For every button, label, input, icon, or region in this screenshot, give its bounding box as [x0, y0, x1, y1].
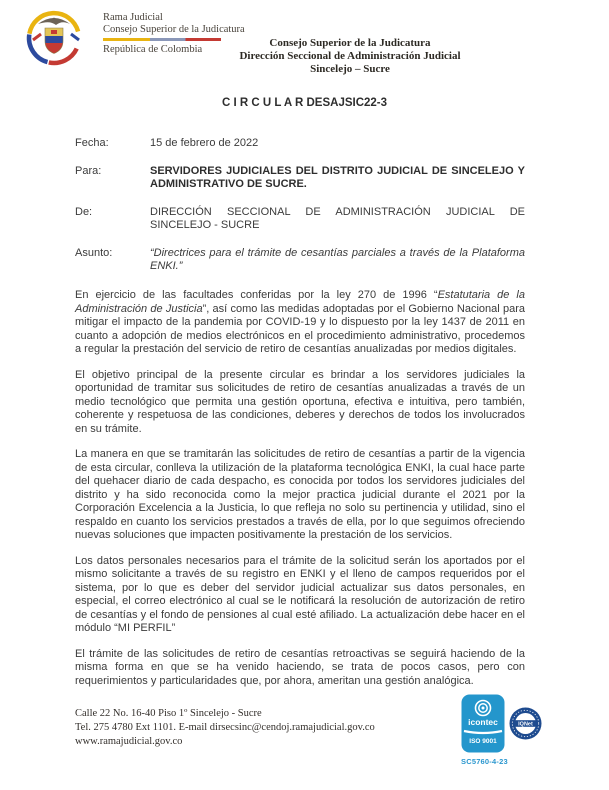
- paragraph-4: Los datos personales necesarios para el trámite de la solicitud serán los aportados por el mismo solicitante a través de su registro en ENKI y el lleno de campos requeridos por el sistema, por lo que es deber del servidor judicial actualizar sus datos personales, en especial, el correo electrónico al cual se le notificará la resolución de autorización de retiro de cesantías y el fondo de pensiones al cual esté afiliado. La actualización debe hacer en el módulo “MI PERFIL”: [75, 554, 525, 634]
- field-label: De:: [75, 205, 93, 218]
- iqnet-seal-icon: [509, 707, 542, 740]
- field-asunto: [75, 247, 525, 274]
- footer-address: Calle 22 No. 16-40 Piso 1º Sincelejo - Sucre: [75, 708, 262, 719]
- field-label: Para:: [75, 164, 102, 177]
- field-value: SERVIDORES JUDICIALES DEL DISTRITO JUDICIAL DE SINCELEJO Y ADMINISTRATIVO DE SUCRE.: [150, 164, 525, 190]
- field-para: [75, 165, 525, 192]
- footer-phone-email: Tel. 275 4780 Ext 1101. E-mail dirsecsinc@cendoj.ramajudicial.gov.co: [75, 722, 375, 733]
- coat-of-arms-icon: [24, 9, 88, 67]
- field-label: Fecha:: [75, 137, 109, 149]
- letterhead: [190, 37, 510, 76]
- letterhead-line-2: Dirección Seccional de Administración Judicial: [239, 50, 461, 62]
- field-value: 15 de febrero de 2022: [150, 137, 259, 149]
- metadata-block: [75, 137, 525, 288]
- logo-line-rama-judicial: Rama Judicial: [103, 12, 163, 23]
- field-label: Asunto:: [75, 246, 113, 259]
- iso-9001-label: ISO 9001: [469, 738, 497, 745]
- certification-code: SC5760-4-23: [461, 757, 508, 766]
- paragraph-5: El trámite de las solicitudes de retiro de cesantías retroactivas se seguirá haciendo de la misma forma en que se ha venido haciendo, se trata de pocos casos, pero con requerimientos y particularidades que, por ahora, ameritan una gestión analógica.: [75, 647, 525, 687]
- logo-line-consejo: Consejo Superior de la Judicatura: [103, 24, 245, 35]
- letterhead-line-3: Sincelejo – Sucre: [310, 63, 390, 75]
- footer-website: www.ramajudicial.gov.co: [75, 736, 183, 747]
- footer-contact: [75, 707, 375, 749]
- paragraph-1: En ejercicio de las facultades conferidas por la ley 270 de 1996 “Estatutaria de la Administración de Justicia”, así como las medidas adoptadas por el Gobierno Nacional para mitigar el impacto de la pandemia por COVID-19 y lo dispuesto por la ley 1437 de 2011 en cuanto a adopción de medios electrónicos en el procedimiento administrativo, procedemos a regular la prestación del servicio de retiro de cesantías anualizadas por medios digitales.: [75, 289, 525, 355]
- paragraph-2: El objetivo principal de la presente circular es brindar a los servidores judiciales la oportunidad de tramitar sus solicitudes de retiro de cesantías anualizadas a través de un medio tecnológico que permita una gestión oportuna, efectiva e intuitiva, pero también, coherente y respetuosa de las condiciones, deberes y derechos de todos los involucrados en su trámite.: [75, 368, 525, 435]
- paragraph-3: La manera en que se tramitarán las solicitudes de retiro de cesantías a partir de la vigencia de esta circular, conlleva la utilización de la plataforma tecnológica ENKI, la cual hace parte del quehacer diario de cada despacho, es conocida por todos los servidores judiciales del distrito y ha sido reconocida como la mejor practica judicial durante el 2021 por la Corporación Excelencia a la Justicia, lo que refleja no solo su pertinencia y utilidad, sino el respaldo en cuanto los servicios prestados a través de ella, por lo que seguimos ofreciendo nuevas soluciones que impacten positivamente la prestación de los servicios.: [75, 448, 525, 541]
- logo-line-republica: República de Colombia: [103, 43, 203, 55]
- icontec-label: icontec: [468, 717, 498, 727]
- field-value: DIRECCIÓN SECCIONAL DE ADMINISTRACIÓN JUDICIAL DE SINCELEJO - SUCRE: [150, 205, 525, 231]
- icontec-iso9001-badge-icon: [461, 694, 505, 753]
- field-de: [75, 206, 525, 233]
- field-fecha: [75, 137, 525, 151]
- iqnet-label: IQNet: [518, 721, 533, 728]
- document-title: C I R C U L A R DESAJSIC22-3: [221, 97, 388, 109]
- body-text: [75, 289, 525, 700]
- letterhead-line-1: Consejo Superior de la Judicatura: [269, 37, 431, 49]
- field-value: “Directrices para el trámite de cesantías parciales a través de la Plataforma ENKI.”: [150, 246, 525, 272]
